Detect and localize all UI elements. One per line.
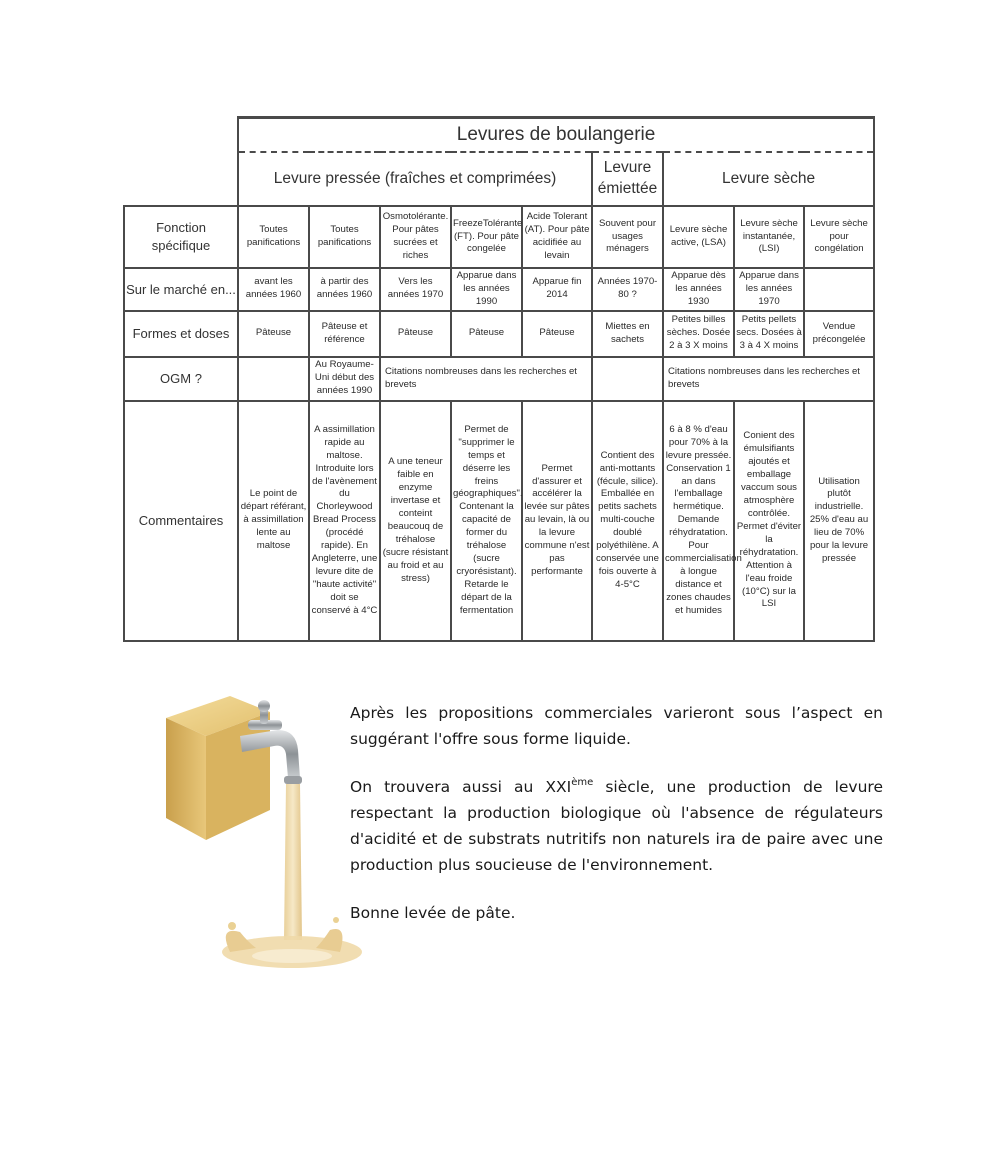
table-cell: Au Royaume-Uni début des années 1990 xyxy=(309,357,380,401)
table-cell: Pâteuse xyxy=(238,311,309,357)
table-cell: Années 1970- 80 ? xyxy=(592,268,663,311)
paragraph-organic-production xyxy=(350,774,883,878)
table-row-marche xyxy=(124,268,874,311)
table-row-formes xyxy=(124,311,874,357)
table-cell: Citations nombreuses dans les recherches et brevets xyxy=(663,357,874,401)
table-cell: Apparue fin 2014 xyxy=(522,268,592,311)
table-cell: Apparue dès les années 1930 xyxy=(663,268,734,311)
paragraph-liquid-offer: Après les propositions commerciales varieront sous l’aspect en suggérant l'offre sous forme liquide. xyxy=(350,704,883,748)
table-cell: Toutes panifications xyxy=(309,206,380,268)
table-cell: avant les années 1960 xyxy=(238,268,309,311)
yeast-table xyxy=(123,116,875,642)
table-cell: Acide Tolerant (AT). Pour pâte acidifiée au levain xyxy=(522,206,592,268)
table-cell: Utilisation plutôt industrielle. 25% d'eau au lieu de 70% pour la levure pressée xyxy=(804,401,874,641)
table-cell: A assimillation rapide au maltose. Introduite lors de l'avènement du Chorleywood Bread Process (procédé rapide). En Angleterre, une levure dite de "haute activité" doit se conservé à 4°C xyxy=(309,401,380,641)
text-block xyxy=(350,700,883,948)
row-header: Fonction spécifique xyxy=(124,206,238,268)
table-corner-blank xyxy=(124,118,238,153)
table-row-ogm xyxy=(124,357,874,401)
table-cell: Citations nombreuses dans les recherches et brevets xyxy=(380,357,592,401)
yeast-block-faucet-icon xyxy=(160,690,336,974)
table-cell: Permet d'assurer et accélérer la levée sur pâtes au levain, là ou la levure commune n'est pas performante xyxy=(522,401,592,641)
table-cell: à partir des années 1960 xyxy=(309,268,380,311)
table-cell: Levure sèche active, (LSA) xyxy=(663,206,734,268)
table-cell xyxy=(238,357,309,401)
table-cell: Vendue précongelée xyxy=(804,311,874,357)
table-cell: Levure sèche pour congélation xyxy=(804,206,874,268)
table-cell: Pâteuse et référence xyxy=(309,311,380,357)
table-corner-blank xyxy=(124,152,238,206)
row-header: OGM ? xyxy=(124,357,238,401)
group-header-pressee: Levure pressée (fraîches et comprimées) xyxy=(238,152,592,206)
table-row-commentaires xyxy=(124,401,874,641)
table-cell: Le point de départ référant, à assimillation lente au maltose xyxy=(238,401,309,641)
table-cell: Conient des émulsifiants ajoutés et emballage vaccum sous atmosphère contrôlée. Permet d'éviter la réhydratation. Attention à l'eau froide (10°C) sur la LSI xyxy=(734,401,804,641)
table-cell: Toutes panifications xyxy=(238,206,309,268)
paragraph-text-start: On trouvera aussi au XXI xyxy=(350,778,572,796)
table-cell: Petites billes sèches. Dosée 2 à 3 X moins xyxy=(663,311,734,357)
group-header-emiettee: Levure émiettée xyxy=(592,152,663,206)
paragraph-closing: Bonne levée de pâte. xyxy=(350,904,516,922)
table-cell: FreezeTolérante (FT). Pour pâte congelée xyxy=(451,206,522,268)
group-header-seche: Levure sèche xyxy=(663,152,874,206)
table-title: Levures de boulangerie xyxy=(238,118,874,153)
table-cell: 6 à 8 % d'eau pour 70% à la levure pressée. Conservation 1 an dans l'emballage hermétique. Demande réhydratation. Pour commercialisation à longue distance et zones chaudes et humides xyxy=(663,401,734,641)
table-cell: A une teneur faible en enzyme invertase et conteint beaucouq de tréhalose (sucre résistant au froid et au stress) xyxy=(380,401,451,641)
table-cell: Pâteuse xyxy=(380,311,451,357)
table-cell: Apparue dans les années 1970 xyxy=(734,268,804,311)
row-header: Formes et doses xyxy=(124,311,238,357)
paragraph-text-end: siècle, une production de levure respectant la production biologique où l'absence de régulateurs d'acidité et de substrats nutritifs non naturels ira de paire avec une production plus soucieuse de l'environnement. xyxy=(350,778,883,874)
table-cell xyxy=(804,268,874,311)
row-header: Sur le marché en... xyxy=(124,268,238,311)
table-cell: Pâteuse xyxy=(522,311,592,357)
table-cell: Contient des anti-mottants (fécule, silice). Emballée en petits sachets multi-couche doublé polyéthilène. A conservée une fois ouverte à 4-5°C xyxy=(592,401,663,641)
table-cell: Levure sèche instantanée, (LSI) xyxy=(734,206,804,268)
table-cell: Miettes en sachets xyxy=(592,311,663,357)
table-cell: Petits pellets secs. Dosées à 3 à 4 X moins xyxy=(734,311,804,357)
table-cell xyxy=(592,357,663,401)
table-cell: Souvent pour usages ménagers xyxy=(592,206,663,268)
table-row-fonction xyxy=(124,206,874,268)
row-header: Commentaires xyxy=(124,401,238,641)
table-cell: Osmotolérante. Pour pâtes sucrées et riches xyxy=(380,206,451,268)
superscript: ème xyxy=(571,777,594,788)
table-cell: Permet de "supprimer le temps et déserre les freins géographiques". Contenant la capacité de former du tréhalose (sucre cryorésistant). Retarde le départ de la fermentation xyxy=(451,401,522,641)
table-cell: Pâteuse xyxy=(451,311,522,357)
table-cell: Vers les années 1970 xyxy=(380,268,451,311)
table-cell: Apparue dans les années 1990 xyxy=(451,268,522,311)
